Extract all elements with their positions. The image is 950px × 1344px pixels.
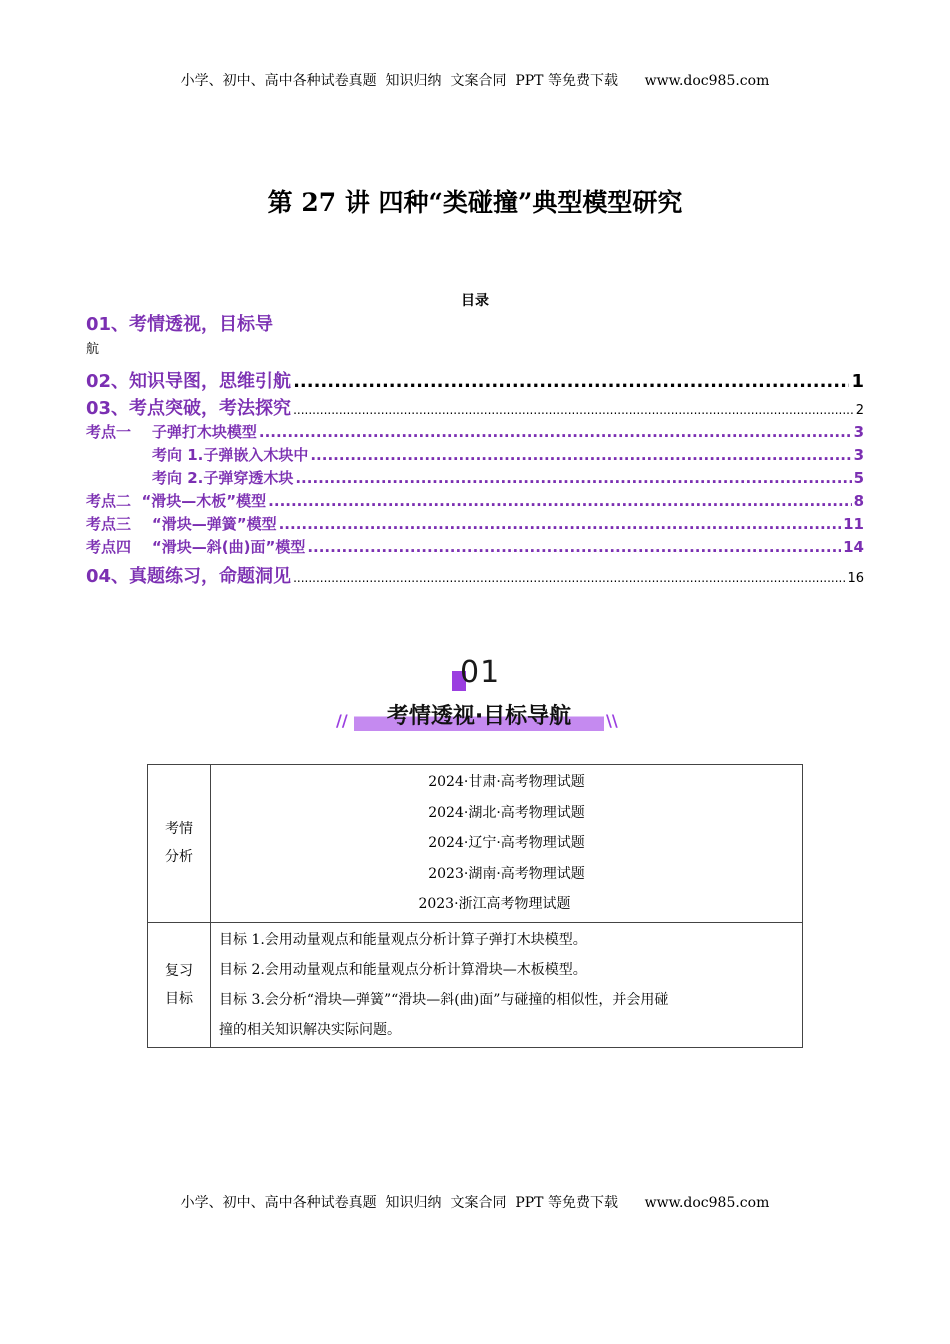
toc-page-number: 1 [851, 371, 864, 392]
toc-item-label: 考点四 “滑块—斜(曲)面”模型 [86, 538, 306, 556]
toc-item-01[interactable] [86, 310, 864, 336]
goal-list-cell [211, 922, 803, 1047]
toc-item-kaodian-2[interactable] [86, 490, 864, 511]
right-slash-decoration: \\ [606, 711, 618, 730]
table-row [148, 922, 803, 1047]
toc-leader-dots [259, 423, 852, 441]
toc-item-label: 考点一 子弹打木块模型 [86, 423, 257, 441]
toc-page-number: 8 [853, 492, 864, 510]
toc-leader-dots [307, 538, 841, 556]
toc-leader-dots [279, 515, 842, 533]
toc-page-number: 3 [853, 446, 864, 464]
page-title: 第 27 讲 四种“类碰撞”典型模型研究 [267, 188, 683, 217]
exam-item: 2024·甘肃·高考物理试题 [428, 774, 585, 790]
exam-item: 2023·浙江高考物理试题 [418, 896, 571, 912]
toc-item-kaodian-3[interactable] [86, 513, 864, 534]
goal-item: 撞的相关知识解决实际问题。 [219, 1021, 401, 1038]
exam-item: 2024·辽宁·高考物理试题 [428, 835, 585, 851]
toc-leader-dots [293, 403, 854, 417]
page-header: 小学、初中、高中各种试卷真题 知识归纳 文案合同 PPT 等免费下载 www.doc985.com [180, 73, 770, 89]
left-slash-decoration: // [336, 711, 348, 730]
toc-heading: 目录 [461, 293, 489, 309]
exam-list-cell [211, 765, 803, 923]
goal-item: 目标 3.会分析“滑块—弹簧”“滑块—斜(曲)面”与碰撞的相似性，并会用碰 [219, 991, 669, 1008]
toc-item-03[interactable] [86, 394, 864, 420]
toc-item-kaodian-1[interactable] [86, 421, 864, 442]
toc-page-number: 2 [855, 403, 864, 418]
toc-leader-dots [295, 469, 851, 487]
toc-item-label: 01、考情透视，目标导 [86, 314, 274, 335]
toc-leader-dots [293, 371, 849, 392]
toc-item-label: 02、知识导图，思维引航 [86, 371, 292, 392]
row-label-line: 考情 [165, 821, 193, 838]
row-label-line: 分析 [165, 849, 193, 866]
toc-leader-dots [293, 571, 845, 585]
exam-item: 2024·湖北·高考物理试题 [428, 804, 585, 821]
toc-item-label: 04、真题练习，命题洞见 [86, 566, 292, 587]
toc-item-label: 03、考点突破，考法探究 [86, 398, 292, 419]
toc-item-kaodian-4[interactable] [86, 536, 864, 557]
page-footer: 小学、初中、高中各种试卷真题 知识归纳 文案合同 PPT 等免费下载 www.doc985.com [180, 1195, 770, 1211]
toc-item-label: 考向 2.子弹穿透木块 [152, 469, 294, 487]
table-row [148, 765, 803, 923]
toc-page-number: 3 [853, 423, 864, 441]
toc-page-number: 5 [853, 469, 864, 487]
toc-item-kaoxiang-1[interactable] [152, 444, 864, 465]
section-title: 考情透视·目标导航 [386, 704, 572, 729]
toc-page-number: 16 [847, 571, 864, 586]
toc-page-number: 14 [843, 538, 864, 556]
toc-leader-dots [310, 446, 851, 464]
toc-item-label: 考点二 “滑块—木板”模型 [86, 492, 267, 510]
section-banner [334, 655, 624, 735]
toc-item-02[interactable] [86, 367, 864, 393]
toc-page-number: 11 [843, 515, 864, 533]
row-label-line: 目标 [165, 990, 193, 1007]
toc-item-wrap: 航 [86, 342, 100, 357]
row-label-review-goals [148, 922, 211, 1047]
section-number: 01 [460, 655, 501, 690]
row-label-line: 复习 [165, 962, 193, 979]
toc-item-label: 考向 1.子弹嵌入木块中 [152, 446, 309, 464]
toc-item-04[interactable] [86, 562, 864, 588]
toc-item-label: 考点三 “滑块—弹簧”模型 [86, 515, 277, 533]
toc-item-kaoxiang-2[interactable] [152, 467, 864, 488]
goal-item: 目标 1.会用动量观点和能量观点分析计算子弹打木块模型。 [219, 931, 587, 948]
goal-item: 目标 2.会用动量观点和能量观点分析计算滑块—木板模型。 [219, 961, 587, 978]
toc-leader-dots [268, 492, 851, 510]
exam-item: 2023·湖南·高考物理试题 [428, 865, 585, 882]
exam-analysis-table [147, 764, 803, 1048]
